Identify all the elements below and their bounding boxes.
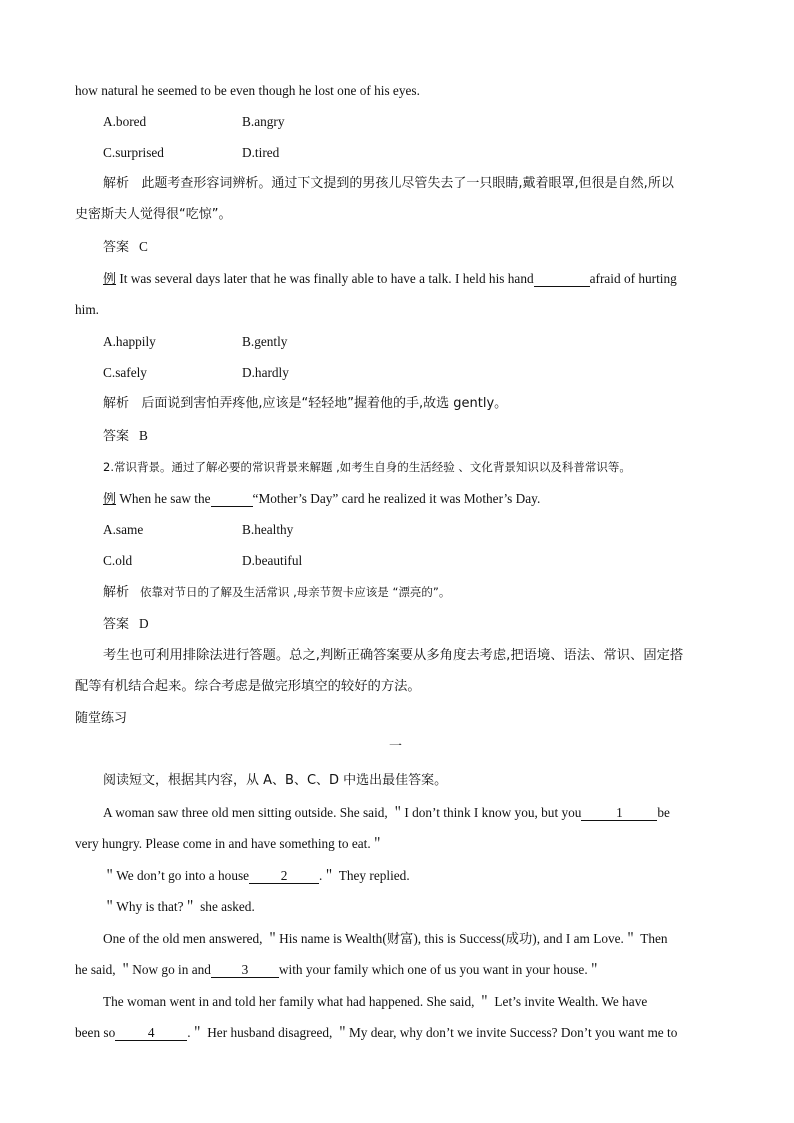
analysis-text: 依靠对节日的了解及生活常识 ,母亲节贺卡应该是 “漂亮的”。 <box>139 585 451 599</box>
option-d: D.tired <box>242 145 280 160</box>
answer-value: B <box>139 428 148 443</box>
summary-line: 考生也可利用排除法进行答题。总之,判断正确答案要从多角度去考虑,把语境、语法、常识、固定搭 <box>103 648 684 663</box>
section-heading: 2.常识背景。通过了解必要的常识背景来解题 ,如考生自身的生活经验 、文化背景知识以及科普常识等。 <box>103 460 631 474</box>
option-c: C.safely <box>103 365 147 380</box>
passage-text: he said, ＂Now go in and <box>75 962 211 977</box>
answer-blank <box>211 492 253 507</box>
option-d: D.hardly <box>242 365 289 380</box>
passage-line <box>103 804 670 822</box>
passage-line <box>75 961 601 979</box>
options-row <box>103 333 287 351</box>
answer-line <box>103 615 149 634</box>
option-a: A.bored <box>103 114 147 129</box>
passage-line <box>75 1024 677 1042</box>
answer-label: 答案 <box>103 617 130 632</box>
question-text: It was several days later that he was finally able to have a talk. I held his hand <box>119 271 534 286</box>
analysis-label: 解析 <box>103 176 130 191</box>
option-b: B.healthy <box>242 522 294 537</box>
passage-line: One of the old men answered, ＂His name is Wealth(财富), this is Success(成功), and I am Love.＂ Then <box>103 931 668 946</box>
answer-label: 答案 <box>103 240 130 255</box>
option-d: D.beautiful <box>242 553 303 568</box>
answer-value: D <box>139 616 149 631</box>
question-text: When he saw the <box>119 491 211 506</box>
summary-line: 配等有机结合起来。综合考虑是做完形填空的较好的方法。 <box>75 679 421 694</box>
example-question <box>103 490 540 509</box>
passage-line: very hungry. Please come in and have something to eat.＂ <box>75 836 384 851</box>
practice-heading: 随堂练习 <box>75 711 128 726</box>
analysis-text: 此题考查形容词辨析。通过下文提到的男孩儿尽管失去了一只眼睛,戴着眼罩,但很是自然,所以 <box>141 176 674 191</box>
analysis-text: 后面说到害怕弄疼他,应该是“轻轻地”握着他的手,故选 gently。 <box>141 396 508 411</box>
answer-label: 答案 <box>103 429 130 444</box>
blank-2: 2 <box>249 869 319 884</box>
passage-line: The woman went in and told her family what had happened. She said, ＂ Let’s invite Wealth. We have <box>103 994 648 1009</box>
answer-value: C <box>139 239 148 254</box>
option-c: C.surprised <box>103 145 164 160</box>
passage-text: .＂ They replied. <box>319 868 410 883</box>
passage-text: with your family which one of us you want in your house.＂ <box>278 962 601 977</box>
option-a: A.same <box>103 522 144 537</box>
part-number: 一 <box>389 739 403 754</box>
blank-3: 3 <box>211 963 279 978</box>
options-row <box>103 552 302 570</box>
options-row <box>103 144 279 162</box>
text-line: him. <box>75 302 100 317</box>
analysis-line: 史密斯夫人觉得很“吃惊”。 <box>75 207 232 222</box>
analysis-label: 解析 <box>103 585 130 600</box>
answer-line <box>103 238 148 257</box>
passage-line <box>103 867 410 885</box>
example-tag: 例 <box>103 492 117 507</box>
options-row <box>103 113 284 131</box>
option-a: A.happily <box>103 334 156 349</box>
analysis-label: 解析 <box>103 396 130 411</box>
analysis-line <box>103 175 674 193</box>
passage-text: ＂We don’t go into a house <box>103 868 250 883</box>
option-b: B.gently <box>242 334 288 349</box>
option-c: C.old <box>103 553 133 568</box>
blank-1: 1 <box>581 806 657 821</box>
analysis-line <box>103 583 450 602</box>
passage-text: .＂ Her husband disagreed, ＂My dear, why don’t we invite Success? Don’t you want me to <box>187 1025 678 1040</box>
answer-line <box>103 427 148 446</box>
question-text: “Mother’s Day” card he realized it was Mother’s Day. <box>252 491 541 506</box>
options-row <box>103 521 293 539</box>
text-line: how natural he seemed to be even though he lost one of his eyes. <box>75 83 420 98</box>
question-text: afraid of hurting <box>589 271 677 286</box>
analysis-line <box>103 395 507 413</box>
option-b: B.angry <box>242 114 285 129</box>
blank-4: 4 <box>115 1026 187 1041</box>
answer-blank <box>534 272 590 287</box>
passage-text: be <box>657 805 670 820</box>
instruction: 阅读短文，根据其内容，从 A、B、C、D 中选出最佳答案。 <box>103 773 448 788</box>
options-row <box>103 364 289 382</box>
passage-text: A woman saw three old men sitting outside. She said, ＂I don’t think I know you, but you <box>103 805 582 820</box>
passage-line: ＂Why is that?＂ she asked. <box>103 899 255 914</box>
example-question <box>103 270 677 289</box>
example-tag: 例 <box>103 272 117 287</box>
passage-text: been so <box>75 1025 116 1040</box>
